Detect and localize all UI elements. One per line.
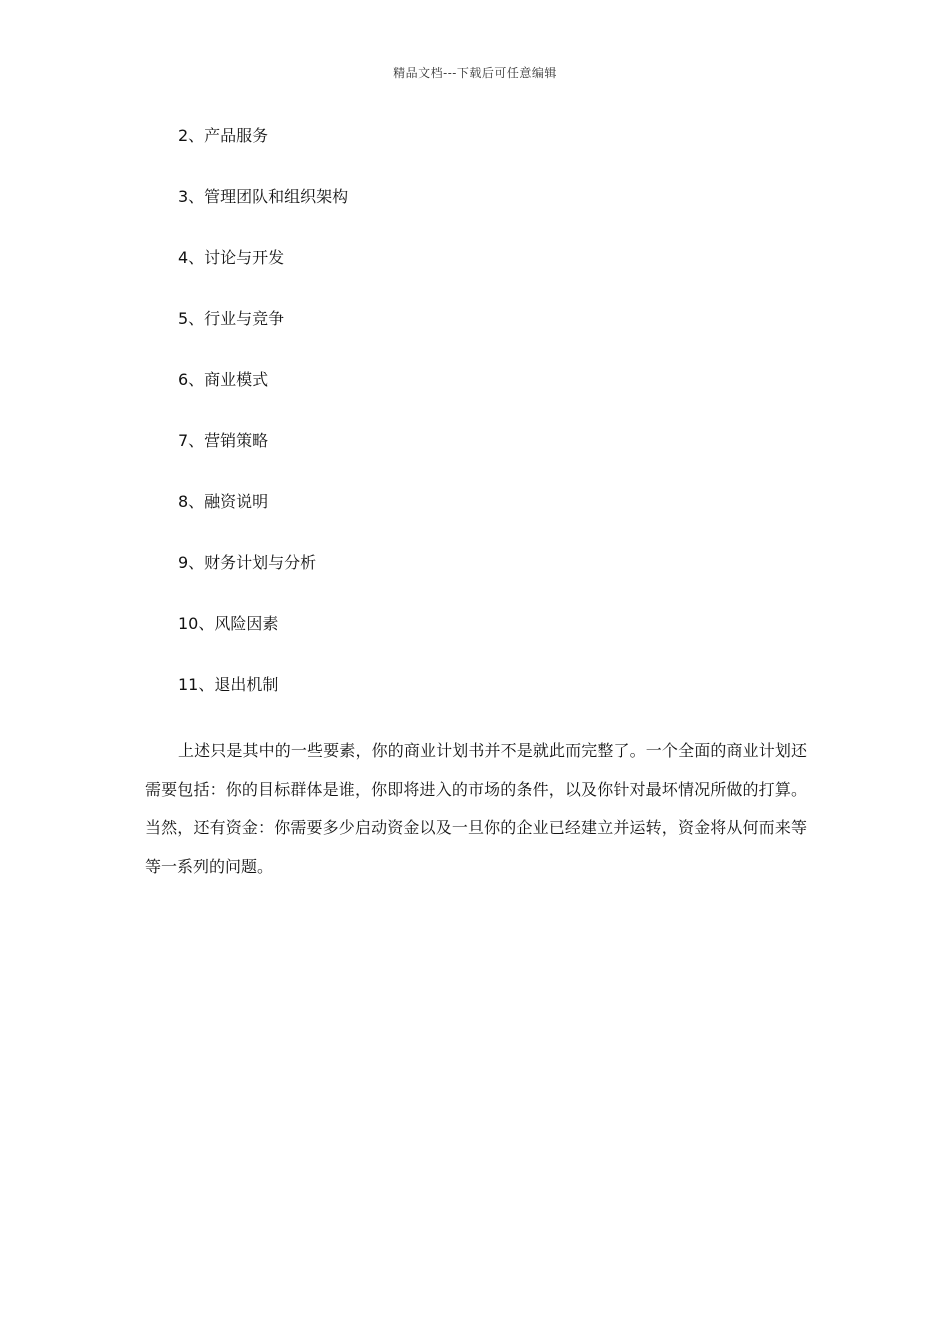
page-header: 精品文档---下载后可任意编辑 xyxy=(393,66,557,80)
list-item: 7、营销策略 xyxy=(178,431,269,450)
list-item: 6、商业模式 xyxy=(178,370,269,389)
list-item: 3、管理团队和组织架构 xyxy=(178,187,349,206)
list-item: 8、融资说明 xyxy=(178,492,269,511)
list-item: 2、产品服务 xyxy=(178,126,269,145)
list-item: 9、财务计划与分析 xyxy=(178,553,317,572)
list-item: 4、讨论与开发 xyxy=(178,248,285,267)
list-item: 10、风险因素 xyxy=(178,614,279,633)
list-item: 11、退出机制 xyxy=(178,675,279,694)
body-paragraph: 上述只是其中的一些要素，你的商业计划书并不是就此而完整了。一个全面的商业计划还需要包括：你的目标群体是谁，你即将进入的市场的条件，以及你针对最坏情况所做的打算。当然，还有资金：你需要多少启动资金以及一旦你的企业已经建立并运转，资金将从何而来等等一系列的问题。 xyxy=(145,741,807,876)
list-item: 5、行业与竞争 xyxy=(178,309,285,328)
section-list xyxy=(178,124,348,734)
